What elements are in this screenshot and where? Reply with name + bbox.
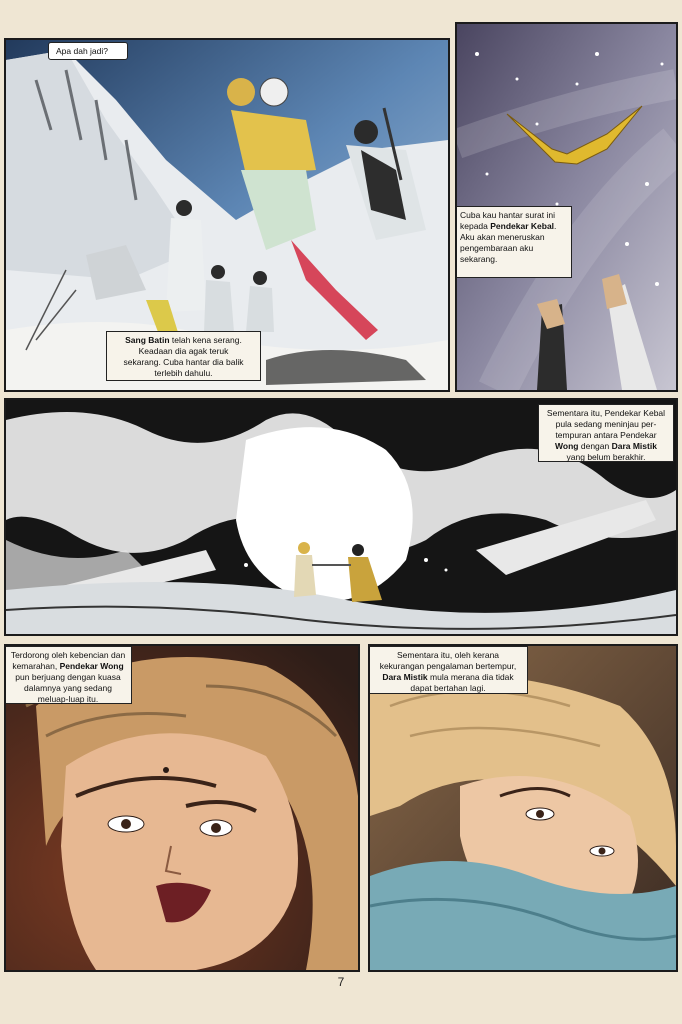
- page-number: 7: [337, 975, 345, 989]
- caption-pendekar-kebal-watching: Sementara itu, Pendekar Kebal pula sedang meninjau per- tempuran antara Pendekar Wong dengan Dara Mistik yang belum berakhir.: [538, 404, 674, 462]
- caption-name-pendekar-kebal: Pendekar Kebal: [490, 221, 555, 231]
- caption-sang-batin: Sang Batin telah kena serang. Keadaan dia agak teruk sekarang. Cuba hantar dia balik terlebih dahulu.: [106, 331, 261, 381]
- caption-dara-struggles: Sementara itu, oleh kerana kekurangan pengalaman bertempur, Dara Mistik mula merana dia tidak dapat bertahan lagi.: [368, 646, 528, 694]
- caption-name-dara-mistik-2: Dara Mistik: [382, 672, 428, 682]
- caption-name-dara-mistik: Dara Mistik: [611, 441, 657, 451]
- caption-name-sang-batin: Sang Batin: [125, 335, 170, 345]
- panel-battle-panorama: [4, 398, 678, 636]
- caption-letter-request: Cuba kau hantar surat ini kepada Pendekar Kebal. Aku akan meneruskan pengembaraan aku sekarang.: [455, 206, 572, 278]
- caption-wong-fury: Terdorong oleh kebencian dan kemarahan, Pendekar Wong pun berjuang dengan kuasa dalamnya yang sedang meluap-luap itu.: [4, 646, 132, 704]
- panel-mountain-battle: [4, 38, 450, 392]
- panel-dara-mistik-closeup: [368, 644, 678, 972]
- caption-name-wong: Wong: [555, 441, 579, 451]
- forehead-mark: [163, 767, 169, 773]
- caption-name-pendekar-wong: Pendekar Wong: [59, 661, 124, 671]
- speech-bubble-apa-dah-jadi: Apa dah jadi?: [48, 42, 128, 60]
- panel-dara-art: [370, 646, 676, 970]
- panel-wong-closeup: [4, 644, 360, 972]
- panel-bird-flight: [455, 22, 678, 392]
